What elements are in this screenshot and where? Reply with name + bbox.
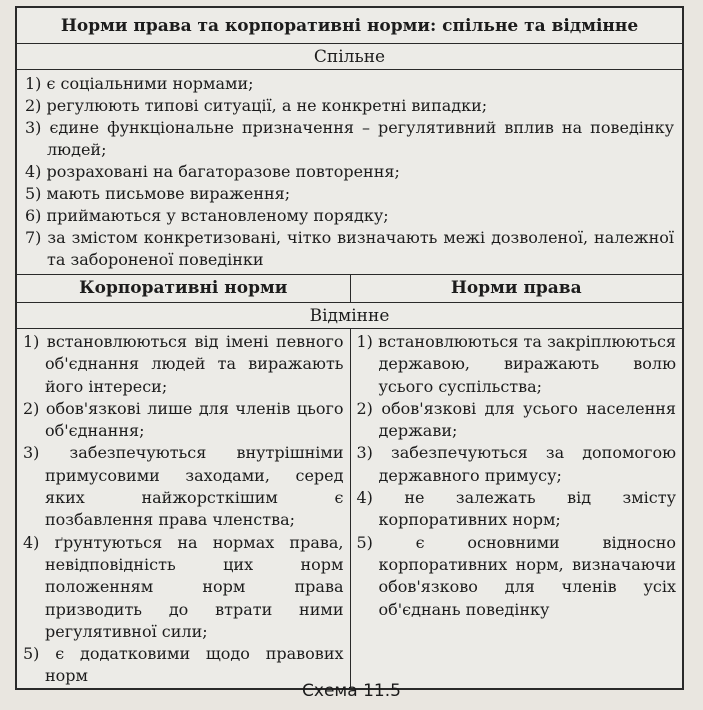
diff-section [17, 329, 682, 688]
list-item: 3) забезпечуються внутрішніми примусовими заходами, серед яких найжорсткішим є позбавлення права членства; [23, 443, 344, 530]
diff-header: Відмінне [17, 303, 682, 329]
list-item: 2) обов'язкові для усього населення держави; [356, 398, 676, 441]
list-item: 1) встановлюються від імені певного об'єднання людей та виражають його інтереси; [23, 332, 344, 396]
column-headers [17, 275, 682, 303]
law-norms-header: Норми права [350, 275, 683, 302]
list-item: 2) регулюють типові ситуації, а не конкретні випадки; [25, 96, 488, 115]
list-item: 5) є основними відносно корпоративних норм, визначаючи обов'язково для членів усіх об'єднань поведінку [356, 532, 676, 619]
table-title: Норми права та корпоративні норми: спільне та відмінне [17, 8, 682, 44]
list-item: 3) єдине функціональне призначення – регулятивний вплив на поведінку людей; [25, 118, 674, 159]
list-item: 5) є додатковими щодо правових норм [23, 644, 344, 686]
list-item: 6) приймаються у встановленому порядку; [25, 206, 389, 225]
corporate-column [17, 329, 350, 688]
list-item: 4) розраховані на багаторазове повторення; [25, 162, 400, 181]
corporate-list [17, 329, 350, 688]
list-item: 5) мають письмове вираження; [25, 184, 291, 203]
figure-caption: Схема 11.5 [302, 681, 401, 701]
list-item: 1) є соціальними нормами; [25, 74, 254, 93]
list-item: 3) забезпечуються за допомогою державного примусу; [356, 443, 676, 485]
common-header: Спільне [17, 44, 682, 70]
common-list [17, 70, 682, 274]
list-item: 1) встановлюються та закріплюються державою, виражають волю усього суспільства; [356, 332, 676, 396]
list-item: 2) обов'язкові лише для членів цього об'єднання; [23, 398, 344, 441]
law-list [351, 329, 683, 621]
comparison-table [15, 6, 684, 690]
list-item: 7) за змістом конкретизовані, чітко визначають межі дозволеної, належної та забороненої поведінки [25, 228, 674, 269]
list-item: 4) ґрунтуються на нормах права, невідповідність цих норм положенням норм права призводить до втрати ними регулятивної сили; [23, 532, 344, 641]
corporate-norms-header: Корпоративні норми [79, 278, 288, 298]
common-section [17, 70, 682, 275]
list-item: 4) не залежать від змісту корпоративних норм; [356, 488, 676, 530]
law-column [350, 329, 683, 688]
